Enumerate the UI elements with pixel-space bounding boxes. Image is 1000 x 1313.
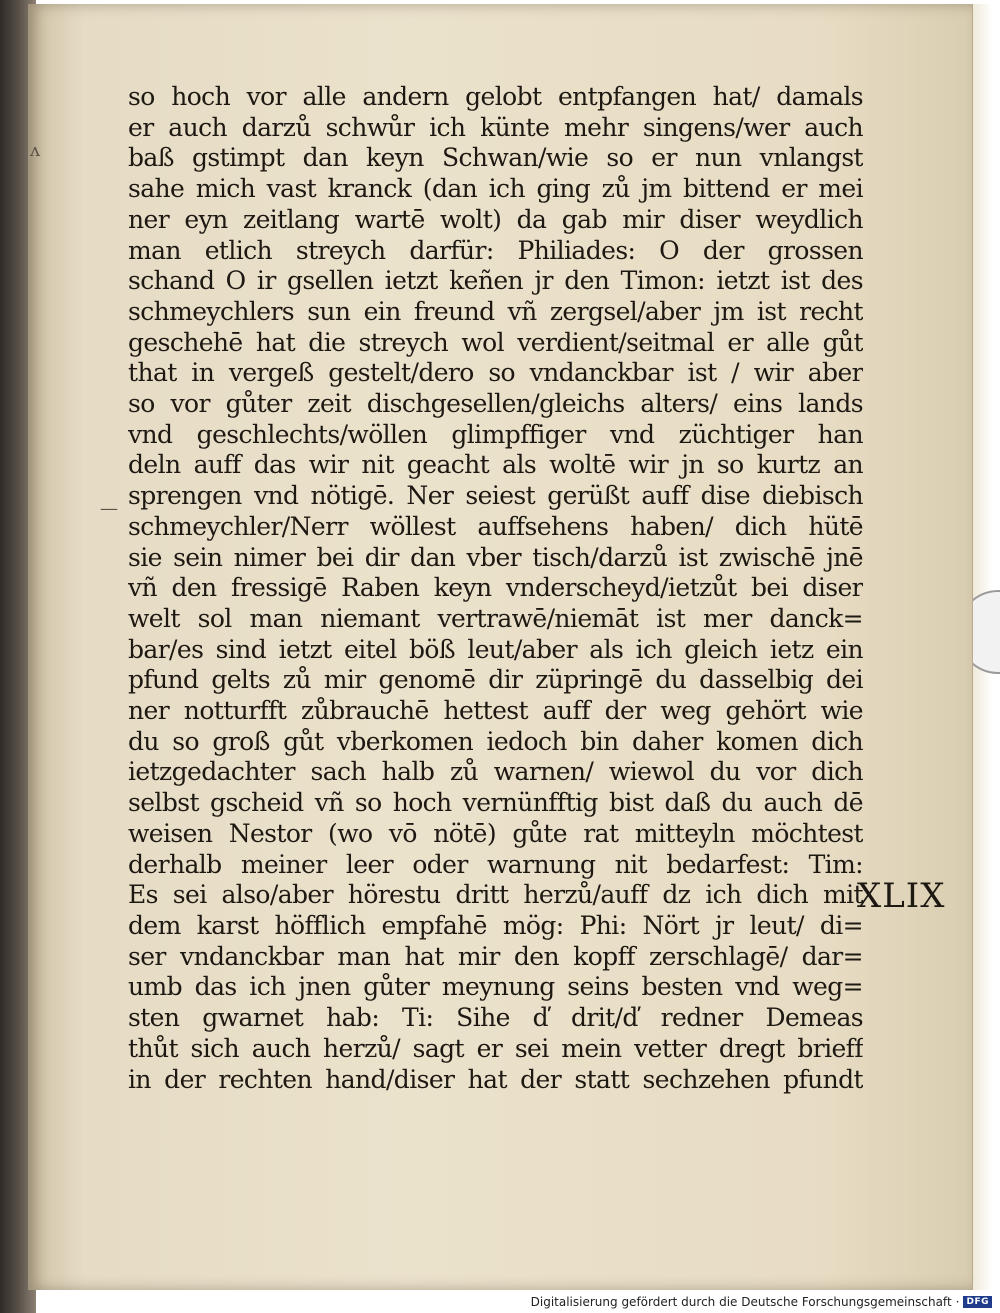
text-line: schmeychler/Nerr wöllest auffsehens haben/ dich hütē [128,511,863,541]
text-line: man etlich streych darfür: Philiades: O der grossen [128,235,863,265]
text-line: er auch darzů schwůr ich künte mehr singens/wer auch [128,112,863,142]
text-line: deln auff das wir nit geacht als woltē wir jn so kurtz an [128,450,863,480]
text-line: derhalb meiner leer oder warnung nit bedarfest: Tim: [128,849,863,879]
text-line: geschehē hat die streych wol verdient/seitmal er alle gůt [128,327,863,357]
margin-mark: — [100,498,118,519]
text-line: sahe mich vast kranck (dan ich ging zů jm bittend er mei [128,174,863,204]
text-line: in der rechten hand/diser hat der statt sechzehen pfundt [128,1064,863,1094]
text-line: schand O ir gsellen ietzt keñen jr den Timon: ietzt ist des [128,266,863,296]
dfg-logo-icon: DFG [963,1296,992,1308]
text-line: dem karst höfflich empfahē mög: Phi: Nört jr leut/ di= [128,910,863,940]
text-line: sie sein nimer bei dir dan vber tisch/darzů ist zwischē jnē [128,542,863,572]
text-line: vnd geschlechts/wöllen glimpffiger vnd züchtiger han [128,419,863,449]
text-line: ner eyn zeitlang wartē wolt) da gab mir diser weydlich [128,204,863,234]
text-line: ietzgedachter sach halb zů warnen/ wiewol du vor dich [128,757,863,787]
text-line: baß gstimpt dan keyn Schwan/wie so er nun vnlangst [128,143,863,173]
text-line: thůt sich auch herzů/ sagt er sei mein vetter dregt brieff [128,1033,863,1063]
text-line: du so groß gůt vberkomen iedoch bin daher komen dich [128,726,863,756]
text-line: welt sol man niemant vertrawē/niemāt ist mer danck= [128,603,863,633]
text-line: bar/es sind ietzt eitel böß leut/aber als ich gleich ietz ein [128,634,863,664]
text-line: sprengen vnd nötigē. Ner seiest gerüßt auff dise diebisch [128,481,863,511]
credit-text: Digitalisierung gefördert durch die Deutsche Forschungsgemeinschaft [530,1295,952,1309]
text-line: ner notturfft zůbrauchē hettest auff der weg gehört wie [128,696,863,726]
text-line: schmeychlers sun ein freund vñ zergsel/aber jm ist recht [128,296,863,326]
margin-mark: ʌ [30,140,41,161]
text-line: ser vndanckbar man hat mir den kopff zerschlagē/ dar= [128,941,863,971]
text-line: pfund gelts zů mir genomē dir züpringē du dasselbig dei [128,665,863,695]
text-line: that in vergeß gestelt/dero so vndanckbar ist / wir aber [128,358,863,388]
text-line: so vor gůter zeit dischgesellen/gleichs alters/ eins lands [128,389,863,419]
text-line: selbst gscheid vñ so hoch vernünfftig bist daß du auch dē [128,788,863,818]
text-line: weisen Nestor (wo vō nötē) gůte rat mitteyln möchtest [128,818,863,848]
text-line: Es sei also/aber hörestu dritt herzů/auff dz ich dich mit [128,880,863,910]
folio-number: XLIX [857,876,946,916]
page-text [128,82,863,1095]
digitization-credit: Digitalisierung gefördert durch die Deutsche Forschungsgemeinschaft · DFG [531,1295,992,1309]
text-line: vñ den fressigē Raben keyn vnderscheyd/ietzůt bei diser [128,573,863,603]
text-line: so hoch vor alle andern gelobt entpfangen hat/ damals [128,82,863,111]
text-line: sten gwarnet hab: Ti: Sihe ď drit/ď redner Demeas [128,1003,863,1033]
text-line: umb das ich jnen gůter meynung seins besten vnd weg= [128,972,863,1002]
